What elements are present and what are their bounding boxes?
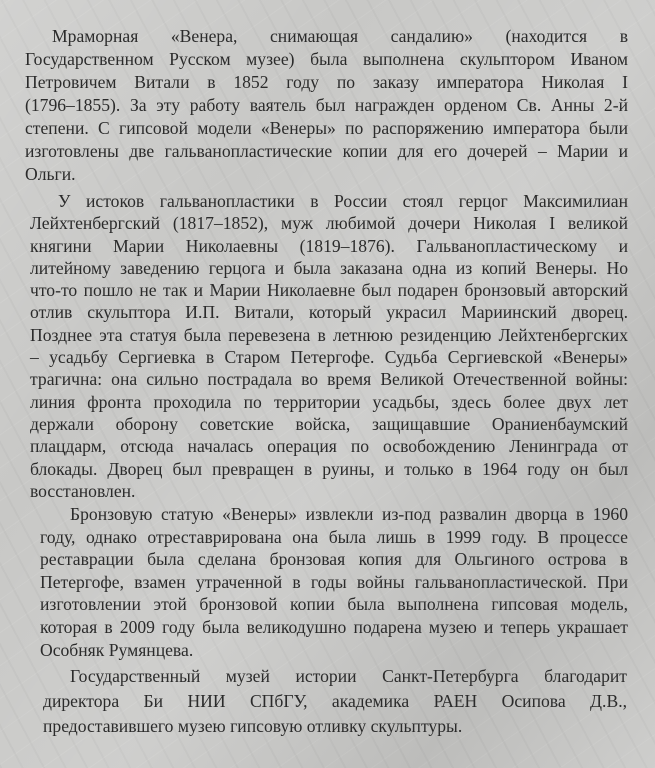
text-line: держали оборону советские войска, защищавшие Ораниенбаумский [30,413,628,434]
text-line: Позднее эта статуя была перевезена в летнюю резиденцию Лейхтенбергских [30,324,628,345]
text-line: Государственный музей истории Санкт-Петербурга благодарит [70,666,627,686]
text-line: линия фронта проходила по территории усадьбы, здесь более двух лет [30,391,628,412]
text-line: восстановлен. [30,480,136,501]
text-line: отлив скульптора И.П. Витали, который украсил Мариинский дворец. [30,302,628,323]
text-line: Петергофе, взамен утраченной в годы войны гальванопластической. При [40,571,628,592]
text-line: У истоков гальванопластики в России стоял герцог Максимилиан [58,191,628,211]
text-line: Государственном Русском музее) была выполнена скульптором Иваном [25,49,628,69]
text-line: предоставившего музею гипсовую отливку скульптуры. [43,716,463,736]
text-line: Мраморная «Венера, снимающая сандалию» (находится в [52,26,628,46]
text-line: которая в 2009 году была великодушно подарена музею и теперь украшает [40,616,628,637]
text-line: блокады. Дворец был превращен в руины, и только в 1964 году он был [30,458,628,479]
text-line: изготовлены две гальванопластические копии для его дочерей – Марии и [25,141,628,161]
text-line: (1796–1855). За эту работу ваятель был награжден орденом Св. Анны 2-й [25,95,628,115]
text-line: Ольги. [25,164,76,184]
text-line: трагична: она сильно пострадала во время Великой Отечественной войны: [30,369,628,390]
text-line: Петровичем Витали в 1852 году по заказу императора Николая I [25,72,628,92]
text-line: реставрации была сделана бронзовая копия для Ольгиного острова в [40,549,628,570]
text-line: году, однако отреставрирована она была лишь в 1999 году. В процессе [40,526,628,547]
text-line: литейному заведению герцога и была заказана одна из копий Венеры. Но [30,257,628,278]
paragraph-2 [30,190,628,502]
text-line: Бронзовую статую «Венеры» извлекли из-под развалин дворца в 1960 [70,504,628,524]
text-line: плацдарм, отсюда началась операция по освобождению Ленинграда от [30,436,628,457]
text-line: степени. С гипсовой модели «Венеры» по распоряжению императора были [25,118,628,138]
text-line: – усадьбу Сергиевка в Старом Петергофе. Судьба Сергиевской «Венеры» [30,347,628,368]
paragraph-4 [43,664,627,739]
text-line: изготовлении этой бронзовой копии была выполнена гипсовая модель, [40,594,628,615]
text-line: Лейхтенбергский (1817–1852), муж любимой дочери Николая I великой [30,213,628,234]
paragraph-1 [25,25,628,186]
text-line: что-то пошло не так и Марии Николаевне был подарен бронзовый авторский [30,280,628,301]
text-line: директора Би НИИ СПбГУ, академика РАЕН Осипова Д.В., [43,691,627,711]
paragraph-3 [40,503,628,661]
text-line: княгини Марии Николаевны (1819–1876). Гальванопластическому и [30,235,628,256]
text-line: Особняк Румянцева. [40,639,194,660]
